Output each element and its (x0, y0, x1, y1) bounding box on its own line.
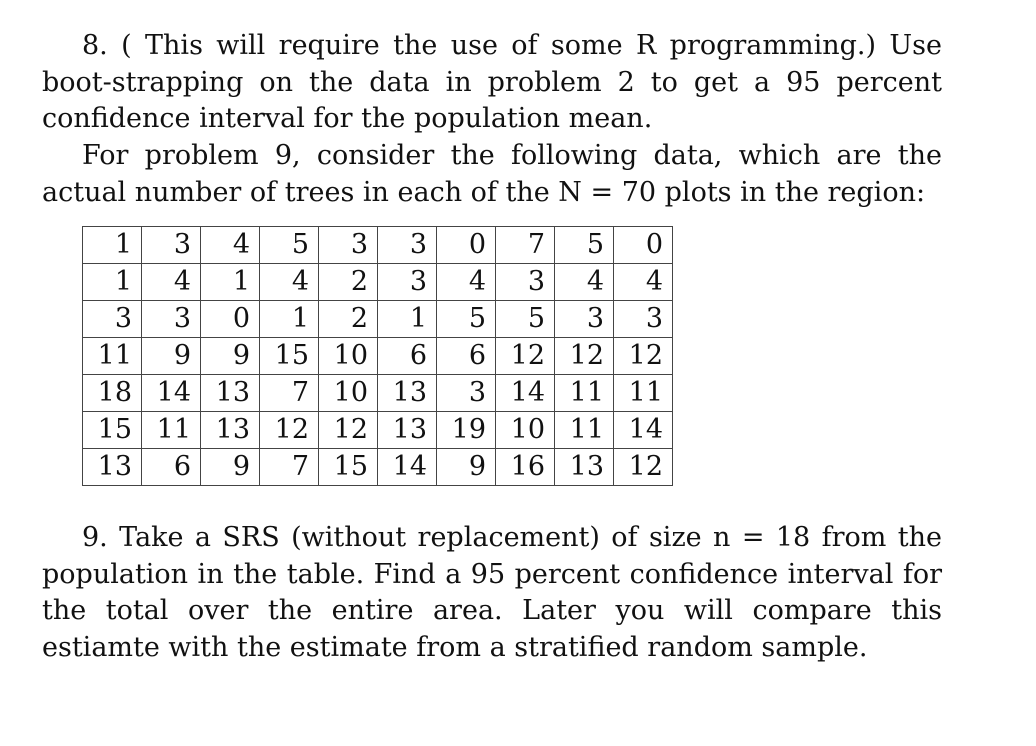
table-cell: 3 (83, 301, 142, 338)
table-row (83, 264, 673, 301)
table-cell: 9 (201, 338, 260, 375)
table-row (83, 412, 673, 449)
table-cell: 19 (437, 412, 496, 449)
table-cell: 7 (496, 227, 555, 264)
table-cell: 10 (319, 375, 378, 412)
table-cell: 3 (437, 375, 496, 412)
table-cell: 10 (319, 338, 378, 375)
table-cell: 3 (142, 227, 201, 264)
table-cell: 14 (614, 412, 673, 449)
tree-count-table-wrapper (82, 226, 673, 486)
table-cell: 2 (319, 264, 378, 301)
table-cell: 14 (496, 375, 555, 412)
table-cell: 4 (201, 227, 260, 264)
table-cell: 10 (496, 412, 555, 449)
table-cell: 13 (83, 449, 142, 486)
table-cell: 5 (496, 301, 555, 338)
table-cell: 13 (555, 449, 614, 486)
table-cell: 12 (260, 412, 319, 449)
table-cell: 11 (555, 412, 614, 449)
table-cell: 3 (378, 227, 437, 264)
table-cell: 4 (614, 264, 673, 301)
table-cell: 1 (83, 264, 142, 301)
table-cell: 9 (201, 449, 260, 486)
tree-count-table (82, 226, 673, 486)
table-row (83, 227, 673, 264)
table-cell: 3 (378, 264, 437, 301)
table-cell: 11 (83, 338, 142, 375)
table-cell: 3 (614, 301, 673, 338)
table-cell: 11 (142, 412, 201, 449)
table-cell: 13 (201, 412, 260, 449)
table-cell: 6 (378, 338, 437, 375)
table-cell: 6 (142, 449, 201, 486)
table-cell: 0 (437, 227, 496, 264)
table-cell: 9 (142, 338, 201, 375)
table-cell: 12 (555, 338, 614, 375)
table-cell: 12 (614, 449, 673, 486)
table-row (83, 449, 673, 486)
table-cell: 4 (555, 264, 614, 301)
table-cell: 12 (614, 338, 673, 375)
table-cell: 14 (378, 449, 437, 486)
table-cell: 3 (142, 301, 201, 338)
table-cell: 0 (201, 301, 260, 338)
table-cell: 2 (319, 301, 378, 338)
table-cell: 4 (142, 264, 201, 301)
table-cell: 5 (260, 227, 319, 264)
table-cell: 1 (378, 301, 437, 338)
problem-9-paragraph: 9. Take a SRS (without replacement) of size n = 18 from the population in the table. Find a 95 percent confidence interval for the total over the entire area. Later you will compare this estiamte with the estimate from a stratified random sample. (42, 522, 942, 663)
table-cell: 18 (83, 375, 142, 412)
table-cell: 12 (496, 338, 555, 375)
table-cell: 11 (614, 375, 673, 412)
problem-8-paragraph: 8. ( This will require the use of some R programming.) Use boot-strapping on the data in problem 2 to get a 95 percent confidence interval for the population mean. (42, 30, 942, 134)
table-row (83, 301, 673, 338)
table-cell: 13 (378, 412, 437, 449)
table-cell: 0 (614, 227, 673, 264)
table-cell: 5 (555, 227, 614, 264)
table-cell: 1 (201, 264, 260, 301)
table-cell: 4 (437, 264, 496, 301)
table-cell: 3 (496, 264, 555, 301)
table-cell: 9 (437, 449, 496, 486)
table-cell: 15 (319, 449, 378, 486)
table-cell: 4 (260, 264, 319, 301)
table-cell: 1 (83, 227, 142, 264)
table-cell: 1 (260, 301, 319, 338)
table-cell: 11 (555, 375, 614, 412)
table-cell: 15 (83, 412, 142, 449)
table-cell: 6 (437, 338, 496, 375)
table-cell: 12 (319, 412, 378, 449)
problem-9-intro-paragraph: For problem 9, consider the following data, which are the actual number of trees in each of the N = 70 plots in the region: (42, 140, 942, 208)
table-cell: 13 (378, 375, 437, 412)
table-row (83, 338, 673, 375)
table-cell: 14 (142, 375, 201, 412)
table-cell: 13 (201, 375, 260, 412)
table-cell: 3 (319, 227, 378, 264)
table-cell: 15 (260, 338, 319, 375)
table-cell: 16 (496, 449, 555, 486)
table-row (83, 375, 673, 412)
table-cell: 3 (555, 301, 614, 338)
table-cell: 7 (260, 375, 319, 412)
table-cell: 5 (437, 301, 496, 338)
table-cell: 7 (260, 449, 319, 486)
